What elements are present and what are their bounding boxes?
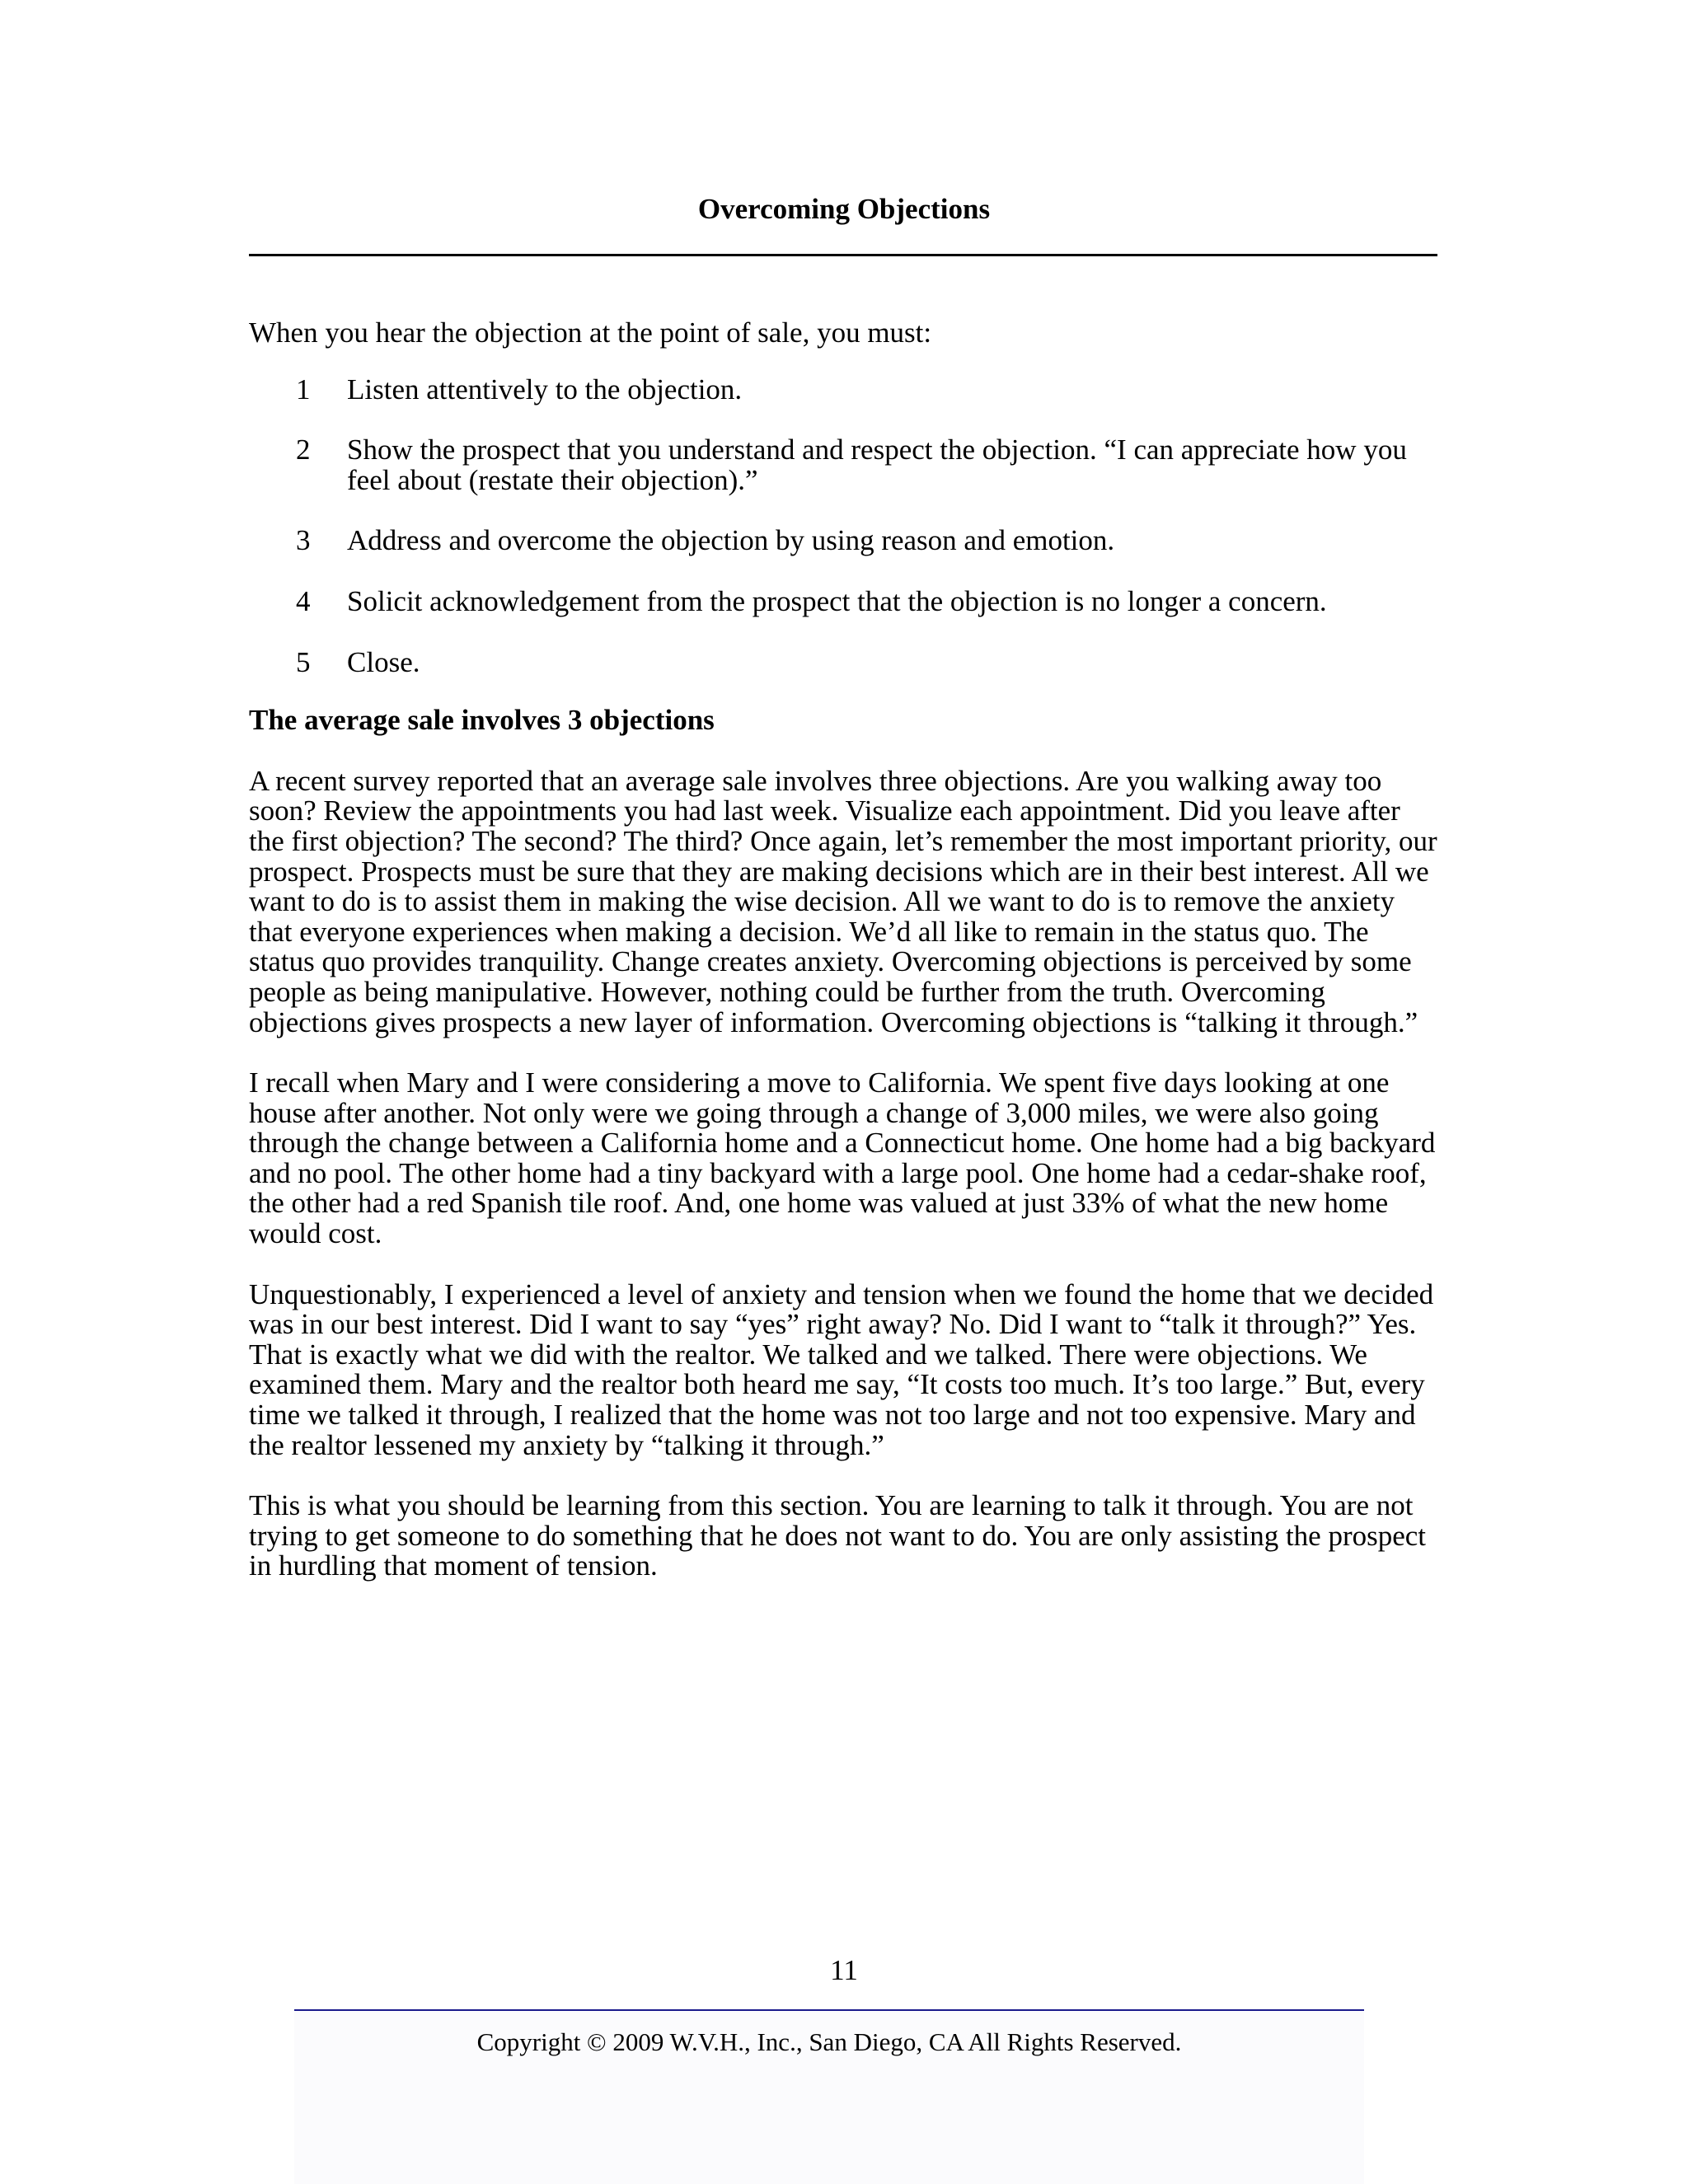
step-number: 4 xyxy=(296,584,311,617)
step-text: Close. xyxy=(347,645,420,678)
list-item xyxy=(249,584,1441,617)
step-text: Show the prospect that you understand and respect the objection. “I can appreciate how you feel about (restate their objection).” xyxy=(347,434,1407,496)
body-paragraph: Unquestionably, I experienced a level of anxiety and tension when we found the home that we decided was in our best interest. Did I want to say “yes” right away? No. Did I want to “talk it through?” Yes. That is exactly what we did with the realtor. We talked and we talked. There were objections. We examined them. Mary and the realtor both heard me say, “It costs too much. It’s too large.” But, every time we talked it through, I realized that the home was not too large and not too expensive. Mary and the realtor lessened my anxiety by “talking it through.” xyxy=(249,1277,1434,1461)
step-number: 1 xyxy=(296,373,311,405)
step-number: 2 xyxy=(296,434,311,466)
list-item xyxy=(249,375,1441,405)
body-paragraph: I recall when Mary and I were considering a move to California. We spent five days looking at one house after another. Not only were we going through a change of 3,000 miles, we were also going through the change between a California home and a Connecticut home. One home had a big backyard and no pool. The other home had a tiny backyard with a large pool. One home had a cedar-shake roof, the other had a red Spanish tile roof. And, one home was valued at just 33% of what the new home would cost. xyxy=(249,1066,1436,1250)
body-paragraph: A recent survey reported that an average sale involves three objections. Are you walking away too soon? Review the appointments you had last week. Visualize each appointment. Did you leave after the first objection? The second? The third? Once again, let’s remember the most important priority, our prospect. Prospects must be sure that they are making decisions which are in their best interest. All we want to do is to assist them in making the wise decision. All we want to do is to remove the anxiety that everyone experiences when making a decision. We’d all like to remain in the status quo. The status quo provides tranquility. Change creates anxiety. Overcoming objections is perceived by some people as being manipulative. However, nothing could be further from the truth. Overcoming objections gives prospects a new layer of information. Overcoming objections is “talking it through.” xyxy=(249,764,1437,1038)
copyright-notice: Copyright © 2009 W.V.H., Inc., San Diego, CA All Rights Reserved. xyxy=(476,2027,1182,2056)
step-number: 5 xyxy=(296,645,311,678)
step-text: Address and overcome the objection by using reason and emotion. xyxy=(347,524,1115,557)
footer-divider xyxy=(294,2009,1364,2011)
intro-text: When you hear the objection at the point of sale, you must: xyxy=(249,316,932,349)
step-text: Solicit acknowledgement from the prospect that the objection is no longer a concern. xyxy=(347,584,1327,617)
page-content xyxy=(249,313,1441,1582)
list-item xyxy=(249,645,1441,678)
step-text: Listen attentively to the objection. xyxy=(347,373,743,405)
section-heading: The average sale involves 3 objections xyxy=(249,704,715,737)
page-header-title: Overcoming Objections xyxy=(697,193,991,225)
list-item xyxy=(249,435,1441,495)
body-paragraph: This is what you should be learning from this section. You are learning to talk it through. You are not trying to get someone to do something that he does not want to do. You are only assisting the prospect in hurdling that moment of tension. xyxy=(249,1489,1427,1582)
steps-list xyxy=(249,375,1441,678)
step-number: 3 xyxy=(296,524,311,557)
page-number: 11 xyxy=(830,1954,858,1986)
list-item xyxy=(249,526,1441,556)
header-divider xyxy=(249,254,1437,256)
